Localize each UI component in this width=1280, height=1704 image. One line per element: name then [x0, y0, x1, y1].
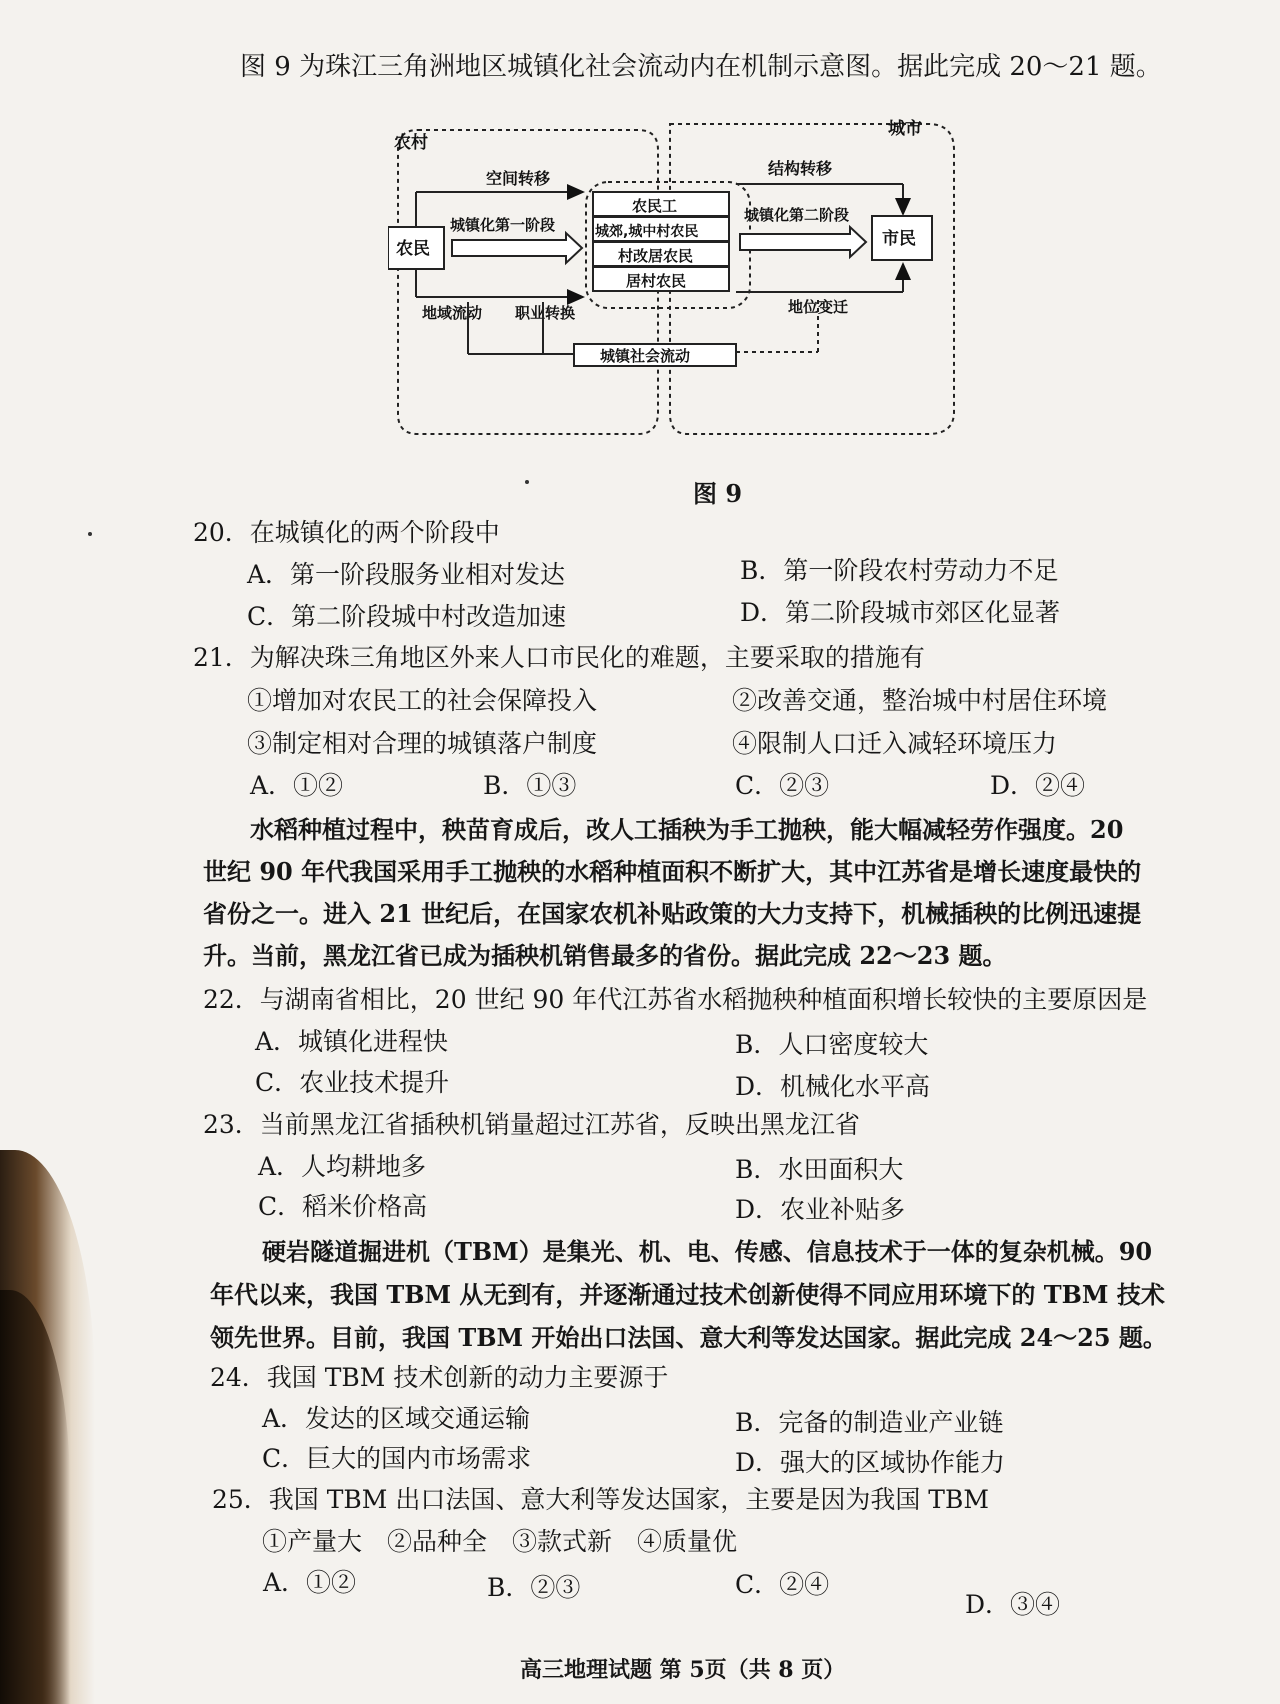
q23-stem: 23．当前黑龙江省插秧机销量超过江苏省，反映出黑龙江省 — [203, 1110, 860, 1139]
intro-24-25-line-2: 年代以来，我国 TBM 从无到有，并逐渐通过技术创新使得不同应用环境下的 TBM 技术 — [210, 1280, 1165, 1309]
q23-option-a: A．人均耕地多 — [258, 1152, 427, 1181]
intro-22-23-line-4: 升。当前，黑龙江省已成为插秧机销售最多的省份。据此完成 22～23 题。 — [203, 941, 1007, 970]
scan-speck — [525, 480, 529, 484]
figure-caption: 图 9 — [693, 479, 743, 508]
q24-option-a: A．发达的区域交通运输 — [262, 1404, 531, 1433]
q24-option-b: B．完备的制造业产业链 — [735, 1408, 1004, 1437]
q20-option-b: B．第一阶段农村劳动力不足 — [740, 556, 1059, 585]
status-change-label: 地位变迁 — [788, 298, 849, 316]
urban-social-flow-label: 城镇社会流动 — [600, 347, 691, 365]
q23-option-c: C．稻米价格高 — [258, 1192, 428, 1221]
q20-option-a: A．第一阶段服务业相对发达 — [247, 560, 566, 589]
q25-statements: ①产量大 ②品种全 ③款式新 ④质量优 — [262, 1527, 738, 1556]
q24-option-c: C．巨大的国内市场需求 — [262, 1444, 532, 1473]
q23-option-b: B．水田面积大 — [735, 1155, 904, 1184]
q21-option-b: B．①③ — [483, 771, 577, 800]
middle-item-2: 城郊,城中村农民 — [595, 224, 699, 240]
q21-option-c: C．②③ — [735, 771, 830, 800]
regional-flow-label: 地域流动 — [422, 304, 483, 322]
q22-option-b: B．人口密度较大 — [735, 1030, 929, 1059]
stage-one-label: 城镇化第一阶段 — [450, 216, 556, 234]
q25-option-c: C．②④ — [735, 1570, 830, 1599]
middle-item-3: 村改居农民 — [618, 247, 694, 265]
q25-option-b: B．②③ — [487, 1573, 581, 1602]
middle-item-4: 居村农民 — [626, 272, 687, 290]
stage-one-arrow — [452, 233, 582, 263]
intro-22-23-line-2: 世纪 90 年代我国采用手工抛秧的水稻种植面积不断扩大，其中江苏省是增长速度最快的 — [203, 857, 1142, 886]
q24-option-d: D．强大的区域协作能力 — [735, 1448, 1006, 1477]
farmer-label: 农民 — [396, 239, 430, 259]
q20-option-d: D．第二阶段城市郊区化显著 — [740, 598, 1061, 627]
intro-24-25-line-3: 领先世界。目前，我国 TBM 开始出口法国、意大利等发达国家。据此完成 24～25 题。 — [210, 1323, 1167, 1352]
q25-option-d: D．③④ — [965, 1590, 1061, 1619]
occupation-change-label: 职业转换 — [515, 304, 576, 322]
intro-24-25-line-1: 硬岩隧道掘进机（TBM）是集光、机、电、传感、信息技术于一体的复杂机械。90 — [262, 1237, 1153, 1266]
q25-stem: 25．我国 TBM 出口法国、意大利等发达国家，主要是因为我国 TBM — [212, 1485, 989, 1514]
page-footer: 高三地理试题 第 5页（共 8 页） — [520, 1657, 846, 1683]
figure-9-diagram — [388, 112, 1034, 452]
middle-item-1: 农民工 — [632, 197, 678, 215]
urbanization-mechanism-diagram — [388, 112, 1034, 452]
label-rural: 农村 — [394, 133, 428, 153]
q21-option-a: A．①② — [250, 771, 344, 800]
scan-speck — [88, 532, 92, 536]
intro-20-21: 图 9 为珠江三角洲地区城镇化社会流动内在机制示意图。据此完成 20～21 题。 — [240, 52, 1162, 82]
q21-option-d: D．②④ — [990, 771, 1086, 800]
q21-statement-1: ①增加对农民工的社会保障投入 — [247, 686, 598, 715]
intro-22-23-line-3: 省份之一。进入 21 世纪后，在国家农机补贴政策的大力支持下，机械插秧的比例迅速提 — [203, 899, 1142, 928]
q21-statement-3: ③制定相对合理的城镇落户制度 — [247, 729, 598, 758]
q20-option-c: C．第二阶段城中村改造加速 — [247, 602, 567, 631]
q22-option-d: D．机械化水平高 — [735, 1072, 931, 1101]
stage-two-label: 城镇化第二阶段 — [744, 206, 850, 224]
q21-stem: 21．为解决珠三角地区外来人口市民化的难题，主要采取的措施有 — [193, 643, 925, 672]
q21-statement-2: ②改善交通，整治城中村居住环境 — [732, 686, 1108, 715]
q22-option-c: C．农业技术提升 — [255, 1068, 450, 1097]
structural-transfer-label: 结构转移 — [768, 159, 833, 178]
q23-option-d: D．农业补贴多 — [735, 1195, 906, 1224]
citizen-label: 市民 — [882, 229, 916, 249]
spatial-transfer-label: 空间转移 — [486, 169, 551, 188]
intro-22-23-line-1: 水稻种植过程中，秧苗育成后，改人工插秧为手工抛秧，能大幅减轻劳作强度。20 — [250, 815, 1124, 844]
stage-two-arrow — [740, 227, 866, 257]
q25-option-a: A．①② — [263, 1568, 357, 1597]
label-urban: 城市 — [888, 119, 922, 139]
q24-stem: 24．我国 TBM 技术创新的动力主要源于 — [210, 1363, 669, 1392]
q21-statement-4: ④限制人口迁入减轻环境压力 — [732, 729, 1058, 758]
q20-stem: 20．在城镇化的两个阶段中 — [193, 518, 500, 547]
q22-option-a: A．城镇化进程快 — [255, 1027, 449, 1056]
q22-stem: 22．与湖南省相比，20 世纪 90 年代江苏省水稻抛秧种植面积增长较快的主要原因是 — [203, 985, 1148, 1014]
